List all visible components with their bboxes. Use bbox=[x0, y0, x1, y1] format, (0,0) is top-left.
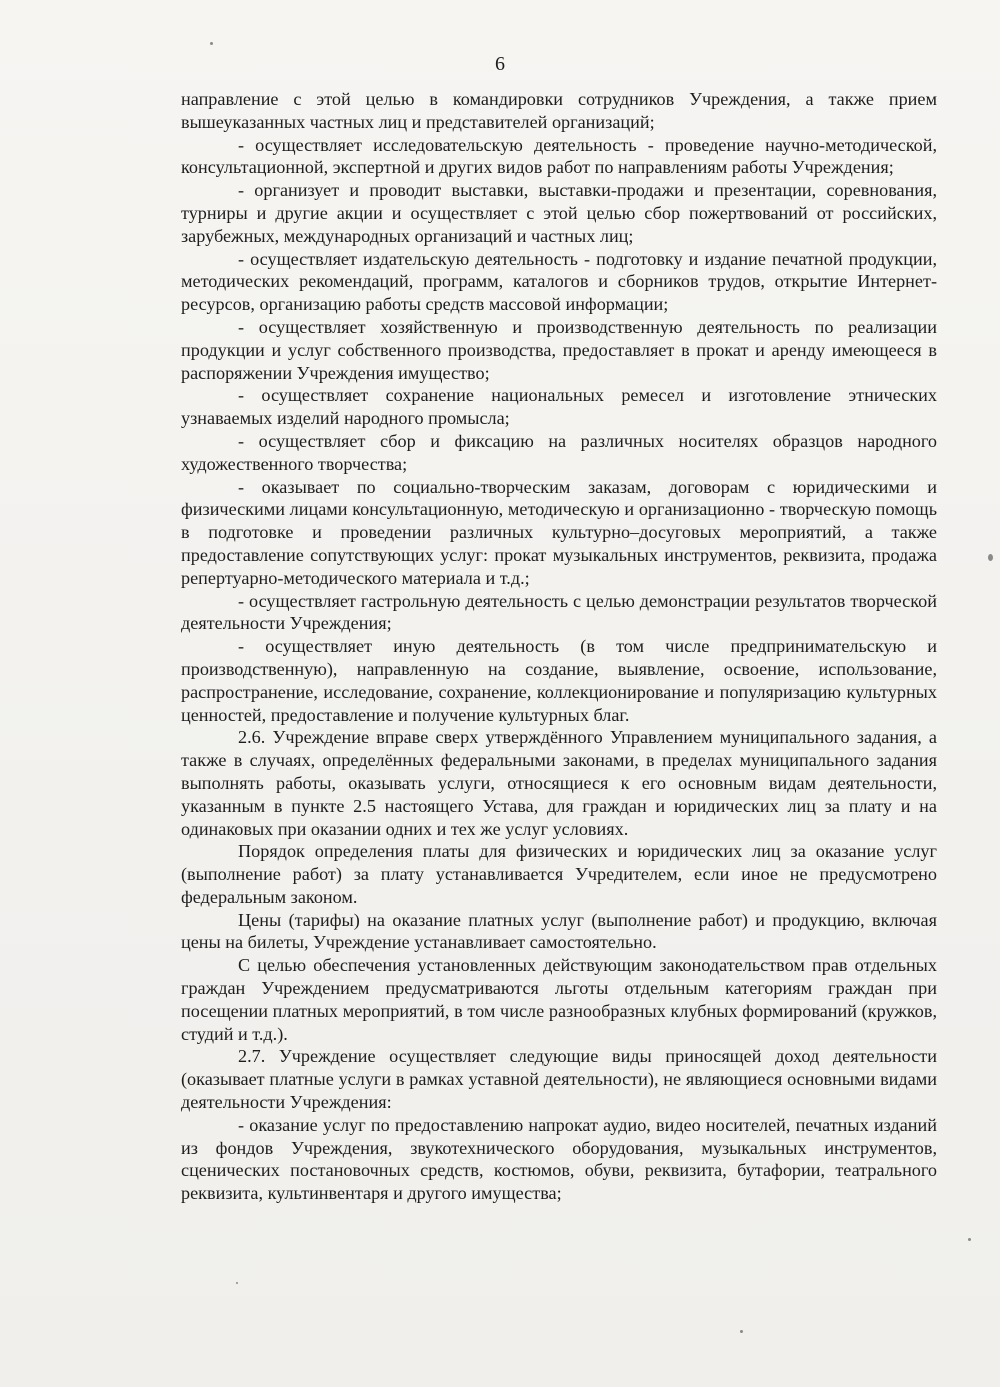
paragraph: направление с этой целью в командировки сотрудников Учреждения, а также прием вышеуказанных частных лиц и представителей организаций; bbox=[181, 89, 937, 132]
paragraph: - осуществляет иную деятельность (в том числе предпринимательскую и производственную), направленную на создание, выявление, освоение, использование, распространение, исследование, сохранение, коллекционирование и популяризацию культурных ценностей, предоставление и получение культурных благ. bbox=[181, 636, 937, 725]
paragraph: 2.7. Учреждение осуществляет следующие виды приносящей доход деятельности (оказывает платные услуги в рамках уставной деятельности), не являющиеся основными видами деятельности Учреждения: bbox=[181, 1046, 937, 1113]
paragraph: - осуществляет гастрольную деятельность с целью демонстрации результатов творческой деятельности Учреждения; bbox=[181, 590, 937, 634]
paragraph: Порядок определения платы для физических и юридических лиц за оказание услуг (выполнение работ) за плату устанавливается Учредителем, если иное не предусмотрено федеральным законом. bbox=[181, 841, 937, 907]
scan-speck bbox=[988, 554, 993, 561]
scan-speck bbox=[968, 1238, 971, 1241]
scan-speck bbox=[210, 42, 213, 45]
paragraph: - осуществляет исследовательскую деятельность - проведение научно-методической, консультационной, экспертной и других видов работ по направлениям работы Учреждения; bbox=[181, 134, 937, 178]
paragraph: 2.6. Учреждение вправе сверх утверждённого Управлением муниципального задания, а также в случаях, определённых федеральными законами, в пределах муниципального задания выполнять работы, оказывать услуги, относящиеся к его основным видам деятельности, указанным в пункте 2.5 настоящего Устава, для граждан и юридических лиц за плату и на одинаковых при оказании одних и тех же услуг условиях. bbox=[181, 727, 937, 839]
paragraph: - организует и проводит выставки, выставки-продажи и презентации, соревнования, турниры и другие акции и осуществляет с этой целью сбор пожертвований от российских, зарубежных, международных организаций и частных лиц; bbox=[181, 180, 937, 246]
paragraph: - оказание услуг по предоставлению напрокат аудио, видео носителей, печатных изданий из фондов Учреждения, звукотехнического оборудования, музыкальных инструментов, сценических постановочных средств, костюмов, обуви, реквизита, бутафории, театрального реквизита, культинвентаря и другого имущества; bbox=[181, 1114, 937, 1204]
paragraph: - осуществляет сбор и фиксацию на различных носителях образцов народного художественного творчества; bbox=[181, 430, 937, 474]
paragraph: - осуществляет хозяйственную и производственную деятельность по реализации продукции и услуг собственного производства, предоставляет в прокат и аренду имеющееся в распоряжении Учреждения имущество; bbox=[181, 316, 937, 383]
scan-speck bbox=[236, 1282, 238, 1284]
page-number: 6 bbox=[495, 53, 505, 75]
paragraph: - осуществляет сохранение национальных ремесел и изготовление этнических узнаваемых изделий народного промысла; bbox=[181, 385, 937, 429]
paragraph: - оказывает по социально-творческим заказам, договорам с юридическими и физическими лицами консультационную, методическую и организационно - творческую помощь в подготовке и проведении различных культурно–досуговых мероприятий, а также предоставление сопутствующих услуг: прокат музыкальных инструментов, реквизита, продажа репертуарно-методического материала и т.д.; bbox=[181, 476, 937, 588]
paragraph: - осуществляет издательскую деятельность - подготовку и издание печатной продукции, методических рекомендаций, программ, каталогов и сборников трудов, открытие Интернет-ресурсов, организацию работы средств массовой информации; bbox=[181, 248, 937, 315]
document-body bbox=[181, 88, 937, 1205]
scan-speck bbox=[740, 1330, 743, 1333]
paragraph: Цены (тарифы) на оказание платных услуг (выполнение работ) и продукцию, включая цены на билеты, Учреждение устанавливает самостоятельно. bbox=[181, 909, 937, 953]
paragraph: С целью обеспечения установленных действующим законодательством прав отдельных граждан Учреждением предусматриваются льготы отдельным категориям граждан при посещении платных мероприятий, в том числе разнообразных клубных формирований (кружков, студий и т.д.). bbox=[181, 955, 937, 1044]
